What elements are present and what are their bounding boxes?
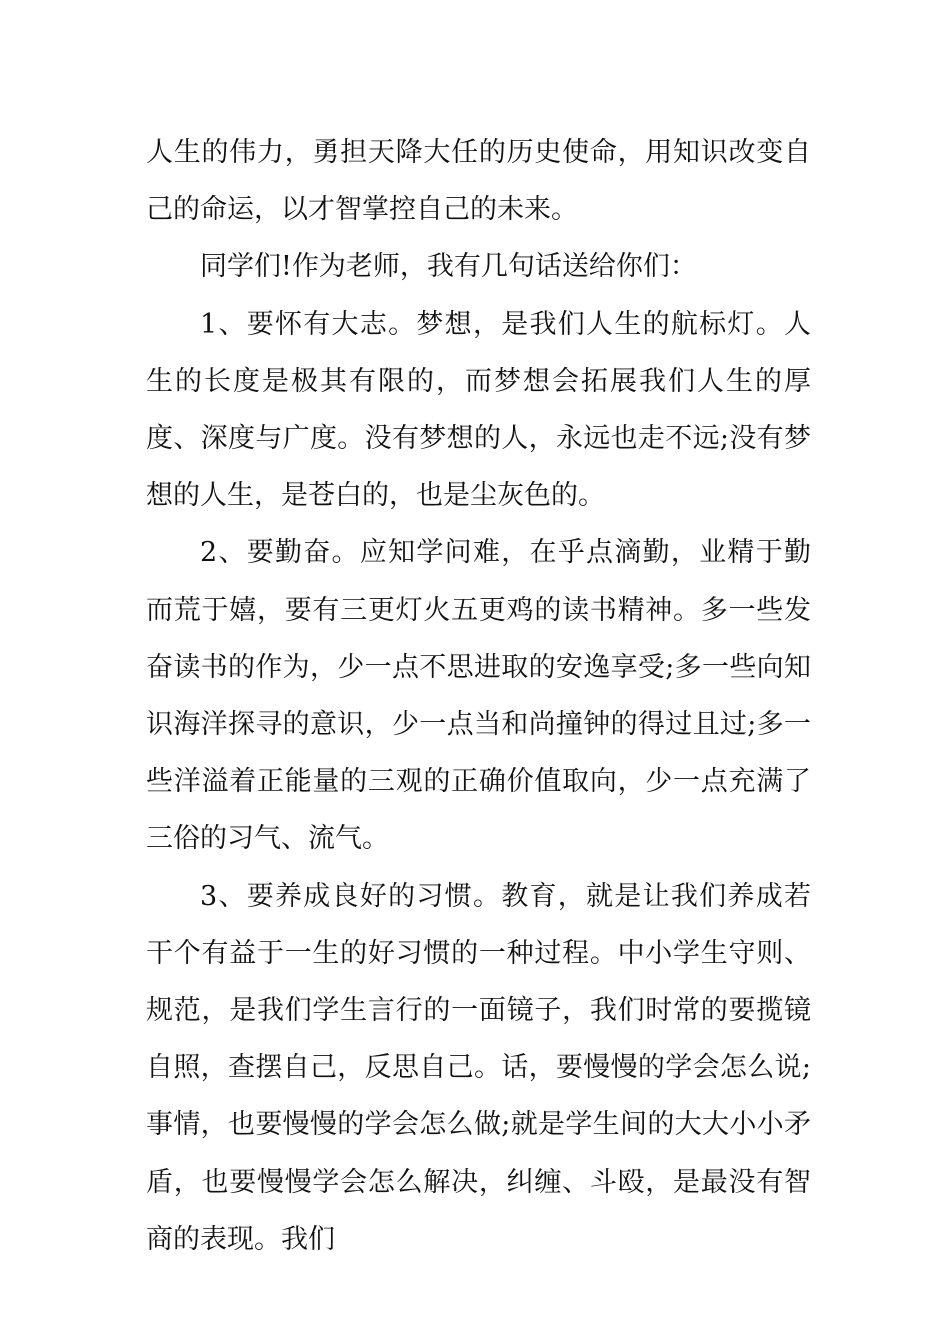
paragraph-4: 2、要勤奋。应知学问难，在乎点滴勤，业精于勤而荒于嬉，要有三更灯火五更鸡的读书精神。多一些发奋读书的作为，少一点不思进取的安逸享受;多一些向知识海洋探寻的意识，少一点当和尚撞钟的得过且过;多一些洋溢着正能量的三观的正确价值取向，少一点充满了三俗的习气、流气。	[146, 537, 811, 855]
paragraph-2: 同学们!作为老师，我有几句话送给你们：	[200, 251, 697, 283]
document-body	[146, 124, 811, 1268]
paragraph-5: 3、要养成良好的习惯。教育，就是让我们养成若干个有益于一生的好习惯的一种过程。中小学生守则、规范，是我们学生言行的一面镜子，我们时常的要揽镜自照，查摆自己，反思自己。话，要慢慢的学会怎么说;事情，也要慢慢的学会怎么做;就是学生间的大大小小矛盾，也要慢慢学会怎么解决，纠缠、斗殴，是最没有智商的表现。我们	[146, 880, 811, 1255]
paragraph-1: 人生的伟力，勇担天降大任的历史使命，用知识改变自己的命运，以才智掌控自己的未来。	[146, 137, 811, 226]
paragraph-3: 1、要怀有大志。梦想，是我们人生的航标灯。人生的长度是极其有限的，而梦想会拓展我们人生的厚度、深度与广度。没有梦想的人，永远也走不远;没有梦想的人生，是苍白的，也是尘灰色的。	[146, 308, 811, 512]
